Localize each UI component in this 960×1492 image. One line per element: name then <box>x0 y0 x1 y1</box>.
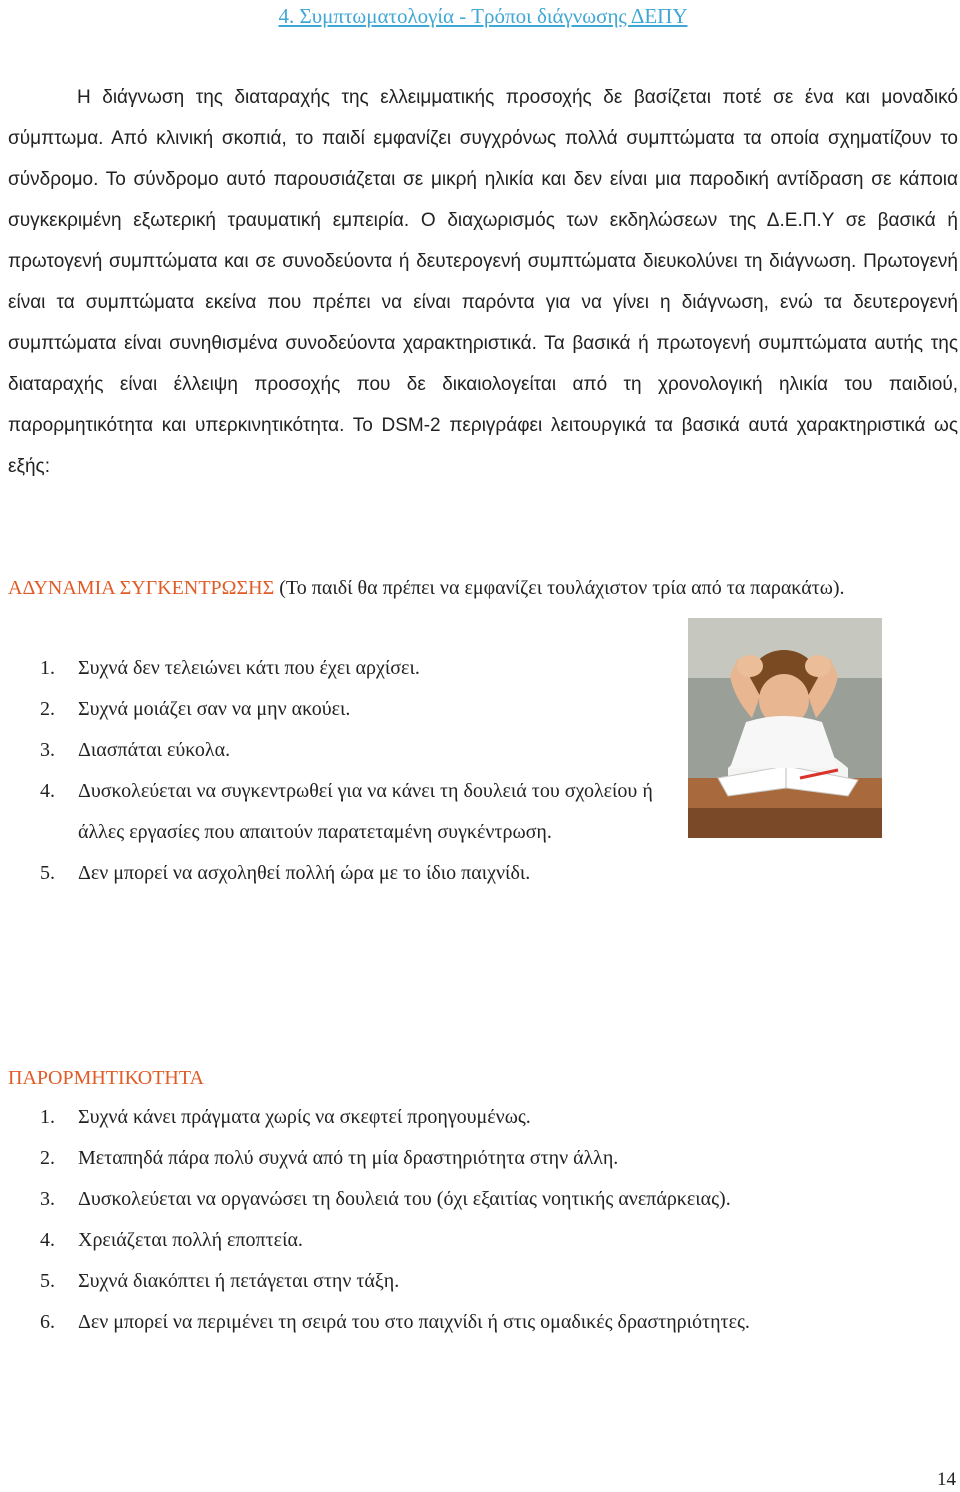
section2-list <box>8 1097 908 1343</box>
item-text: Δυσκολεύεται να οργανώσει τη δουλειά του (όχι εξαιτίας νοητικής ανεπάρκειας). <box>78 1188 731 1210</box>
item-text: Μεταπηδά πάρα πολύ συχνά από τη μία δραστηριότητα στην άλλη. <box>78 1147 619 1169</box>
page-number: 14 <box>937 1469 956 1490</box>
item-number: 2. <box>40 1147 55 1169</box>
section1-note: (Το παιδί θα πρέπει να εμφανίζει τουλάχιστον τρία από τα παρακάτω). <box>274 577 845 599</box>
section1-title: ΑΔΥΝΑΜΙΑ ΣΥΓΚΕΝΤΡΩΣΗΣ <box>8 577 275 599</box>
list-item <box>8 1220 908 1261</box>
list-item <box>8 730 658 771</box>
item-text: Συχνά κάνει πράγματα χωρίς να σκεφτεί προηγουμένως. <box>78 1106 531 1128</box>
item-number: 3. <box>40 1188 55 1210</box>
item-number: 4. <box>40 780 55 802</box>
child-studying-illustration <box>688 618 882 838</box>
section1-heading <box>8 568 908 608</box>
list-item <box>8 1179 908 1220</box>
item-number: 5. <box>40 862 55 884</box>
item-number: 4. <box>40 1229 55 1251</box>
list-item <box>8 1138 908 1179</box>
item-text: Συχνά διακόπτει ή πετάγεται στην τάξη. <box>78 1270 400 1292</box>
item-number: 1. <box>40 1106 55 1128</box>
item-text: Διασπάται εύκολα. <box>78 739 231 761</box>
item-text: Συχνά μοιάζει σαν να μην ακούει. <box>78 698 351 720</box>
child-studying-photo <box>688 618 882 838</box>
list-item <box>8 853 658 894</box>
list-item <box>8 1261 908 1302</box>
item-text: Δυσκολεύεται να συγκεντρωθεί για να κάνει τη δουλειά του σχολείου ή άλλες εργασίες που απαιτούν παρατεταμένη συγκέντρωση. <box>78 780 653 843</box>
list-item <box>8 1097 908 1138</box>
section-heading: 4. Συμπτωματολογία - Τρόποι διάγνωσης ΔΕΠΥ <box>278 4 688 28</box>
list-item <box>8 771 658 853</box>
item-number: 3. <box>40 739 55 761</box>
item-number: 1. <box>40 657 55 679</box>
list-item <box>8 689 658 730</box>
section1-list <box>8 648 658 894</box>
section2-title: ΠΑΡΟΡΜΗΤΙΚΟΤΗΤΑ <box>8 1067 204 1089</box>
item-text: Χρειάζεται πολλή εποπτεία. <box>78 1229 303 1251</box>
list-item <box>8 1302 908 1343</box>
item-text: Συχνά δεν τελειώνει κάτι που έχει αρχίσει. <box>78 657 420 679</box>
intro-paragraph: Η διάγνωση της διαταραχής της ελλειμματικής προσοχής δε βασίζεται ποτέ σε ένα και μοναδικό σύμπτωμα. Από κλινική σκοπιά, το παιδί εμφανίζει συγχρόνως πολλά συμπτώματα τα οποία σχηματίζουν το σύνδρομο. Το σύνδρομο αυτό παρουσιάζεται σε μικρή ηλικία και δεν είναι μια παροδική αντίδραση σε κάποια συγκεκριμένη εξωτερική τραυματική εμπειρία. Ο διαχωρισμός των εκδηλώσεων της Δ.Ε.Π.Υ σε βασικά ή πρωτογενή συμπτώματα και σε συνοδεύοντα ή δευτερογενή συμπτώματα διευκολύνει τη διάγνωση. Πρωτογενή είναι τα συμπτώματα εκείνα που πρέπει να είναι παρόντα για να γίνει η διάγνωση, ενώ τα δευτερογενή συμπτώματα είναι συνηθισμένα συνοδεύοντα χαρακτηριστικά. Τα βασικά ή πρωτογενή συμπτώματα αυτής της διαταραχής είναι έλλειψη προσοχής που δε δικαιολογείται από τη χρονολογική ηλικία του παιδιού, παρορμητικότητα και υπερκινητικότητα. Το DSM-2 περιγράφει λειτουργικά τα βασικά αυτά χαρακτηριστικά ως εξής: <box>8 87 958 477</box>
item-text: Δεν μπορεί να περιμένει τη σειρά του στο παιχνίδι ή στις ομαδικές δραστηριότητες. <box>78 1311 750 1333</box>
item-number: 2. <box>40 698 55 720</box>
item-number: 5. <box>40 1270 55 1292</box>
item-text: Δεν μπορεί να ασχοληθεί πολλή ώρα με το ίδιο παιχνίδι. <box>78 862 531 884</box>
list-item <box>8 648 658 689</box>
item-number: 6. <box>40 1311 55 1333</box>
